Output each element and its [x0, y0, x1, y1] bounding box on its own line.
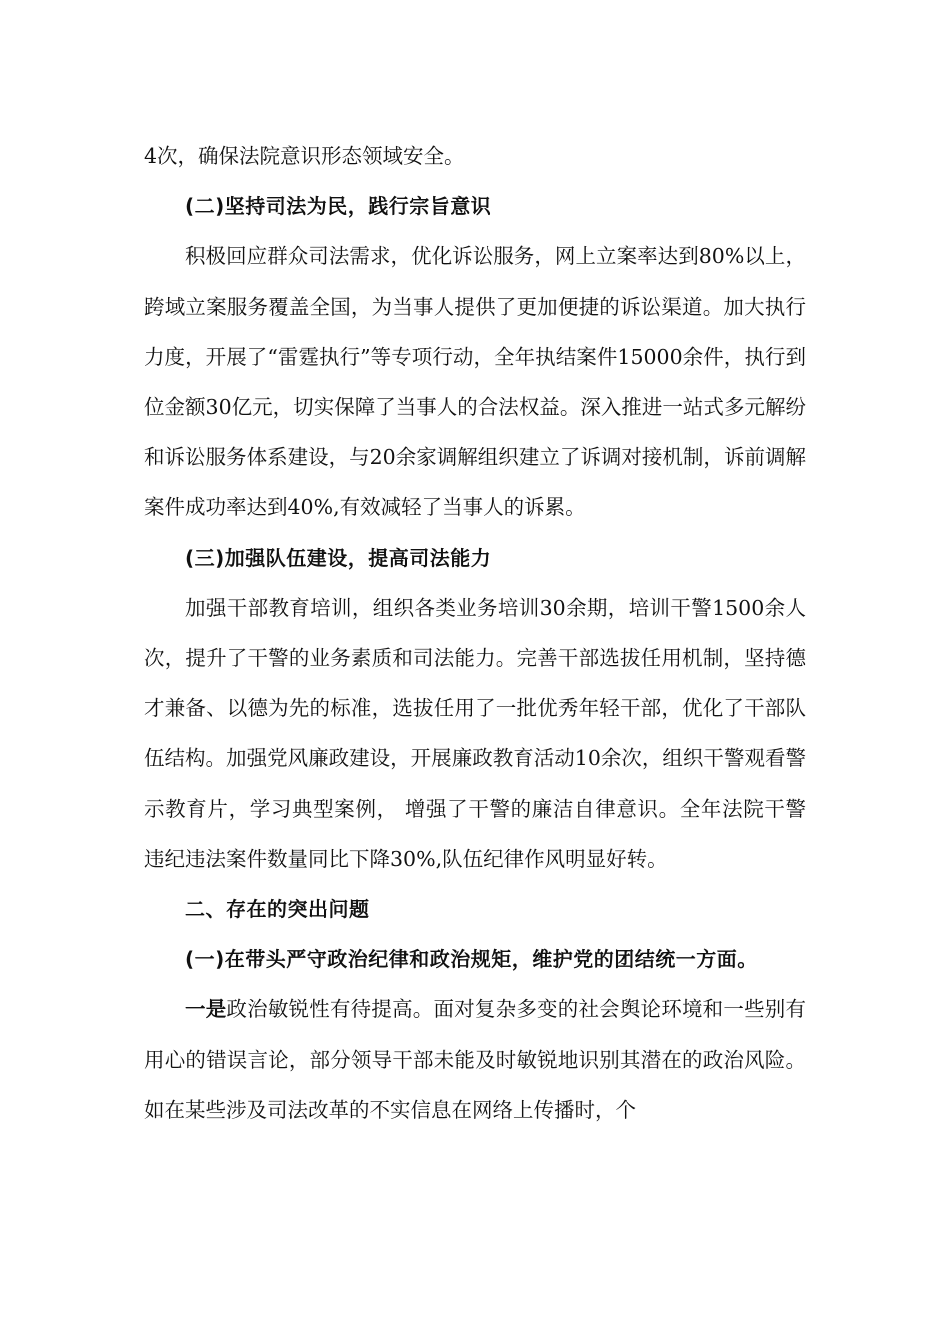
chapter-heading-problems: 二、存在的突出问题 [185, 897, 370, 922]
document-body [144, 131, 806, 1135]
section-heading-3: (三)加强队伍建设，提高司法能力 [185, 545, 492, 570]
section-heading-2: (二)坚持司法为民，践行宗旨意识 [185, 194, 492, 219]
paragraph-continuation: 4次，确保法院意识形态领域安全。 [144, 144, 465, 168]
paragraph-team-building: 加强干部教育培训，组织各类业务培训30余期，培训干警1500余人次，提升了干警的业务素质和司法能力。完善干部选拔任用机制，坚持德才兼备、以德为先的标准，选拔任用了一批优秀年轻干部，优化了干部队伍结构。加强党风廉政建设，开展廉政教育活动10余次，组织干警观看警示教育片，学习典型案例， 增强了干警的廉洁自律意识。全年法院干警违纪违法案件数量同比下降30%,队伍纪律作风明显好转。 [144, 595, 806, 871]
paragraph-judicial-service: 积极回应群众司法需求，优化诉讼服务，网上立案率达到80%以上，跨域立案服务覆盖全国，为当事人提供了更加便捷的诉讼渠道。加大执行力度，开展了“雷霆执行”等专项行动，全年执结案件15000余件，执行到位金额30亿元，切实保障了当事人的合法权益。深入推进一站式多元解纷和诉讼服务体系建设，与20余家调解组织建立了诉调对接机制，诉前调解案件成功率达到40%,有效减轻了当事人的诉累。 [144, 244, 806, 520]
paragraph-political-sensitivity [144, 984, 806, 1135]
paragraph-body: 政治敏锐性有待提高。面对复杂多变的社会舆论环境和一些别有用心的错误言论，部分领导干部未能及时敏锐地识别其潜在的政治风险。如在某些涉及司法改革的不实信息在网络上传播时，个 [144, 997, 807, 1122]
lead-phrase: 一是 [185, 997, 227, 1022]
section-heading-problems-1: (一)在带头严守政治纪律和政治规矩，维护党的团结统一方面。 [185, 947, 758, 972]
